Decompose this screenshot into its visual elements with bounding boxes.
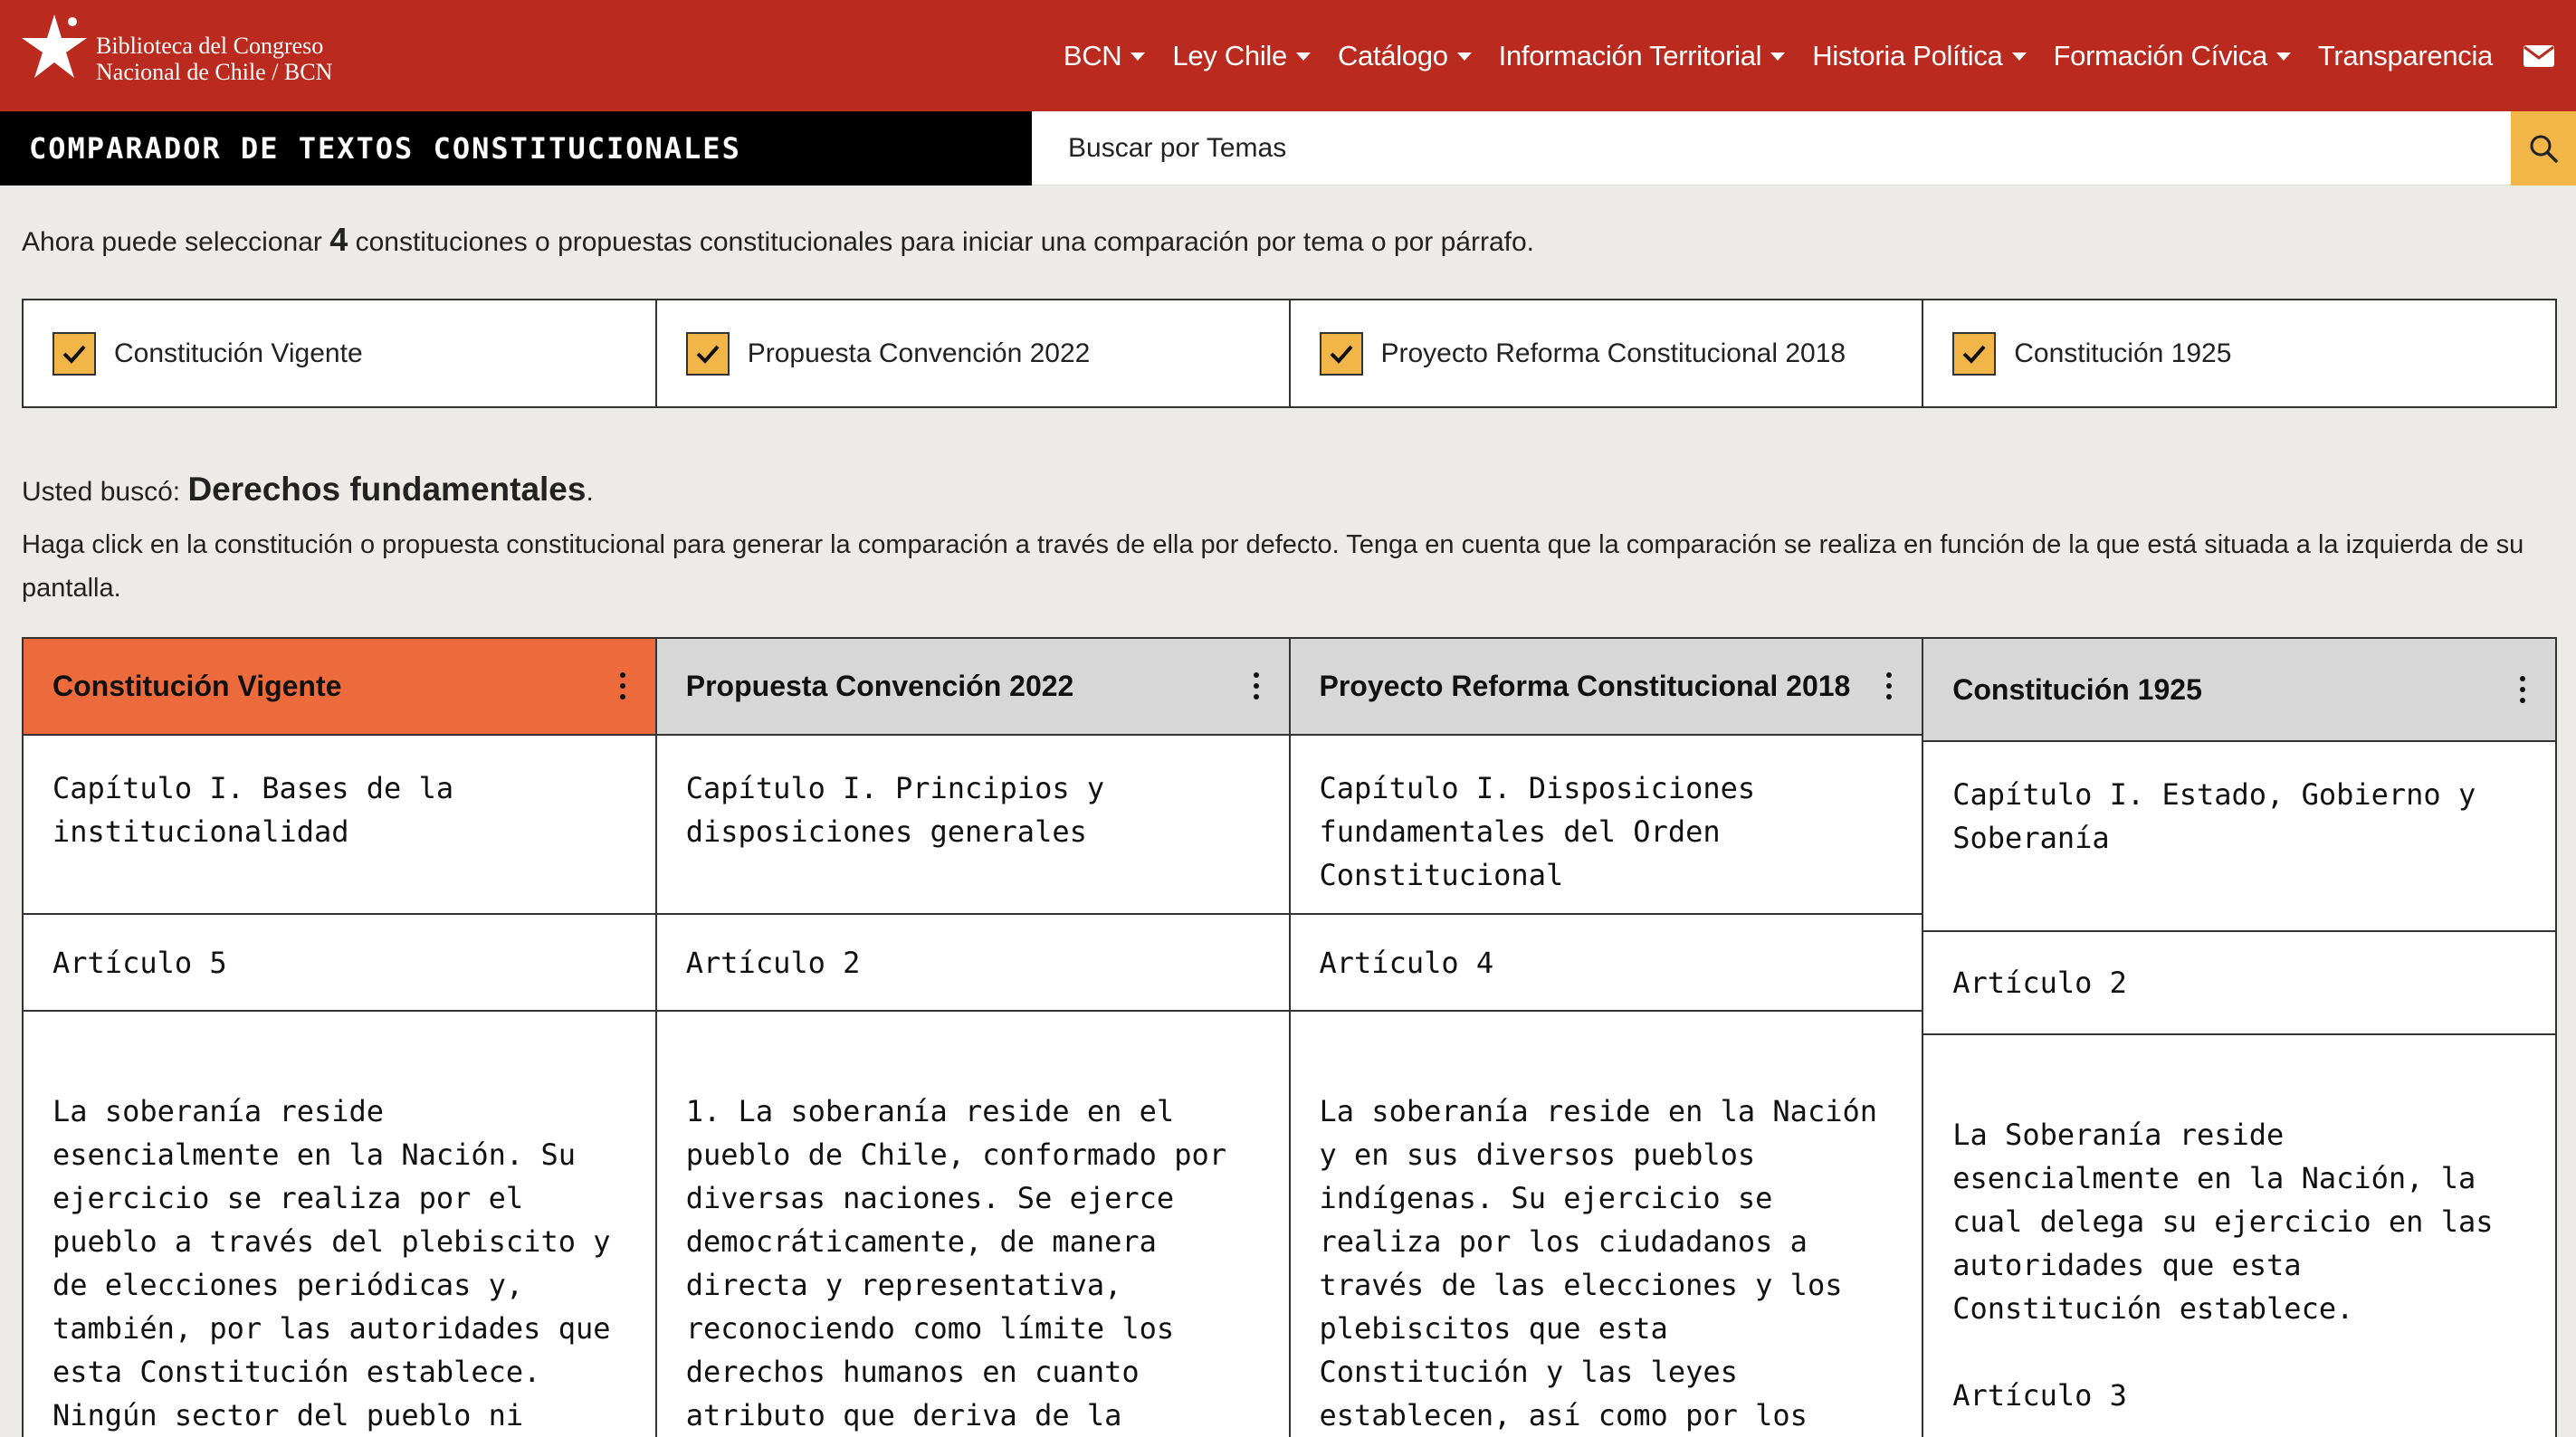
column-title: Constitución Vigente: [52, 669, 342, 702]
search-icon: [2528, 133, 2559, 164]
select-propuesta-2022[interactable]: [657, 300, 1291, 406]
checkbox-label: Constitución Vigente: [114, 338, 363, 368]
column-proyecto-2018: [1291, 639, 1924, 1437]
nav-item-transparencia[interactable]: [2318, 40, 2493, 72]
chapter-cell: Capítulo I. Estado, Gobierno y Soberanía: [1923, 742, 2555, 932]
envelope-icon[interactable]: [2524, 45, 2554, 67]
column-propuesta-2022: [657, 639, 1291, 1437]
constitution-selector: [22, 299, 2557, 408]
searched-term-value: Derechos fundamentales: [187, 471, 587, 508]
intro-text: [22, 221, 1534, 259]
article-text: La soberanía reside esencialmente en la Nación. Su ejercicio se realiza por el pueblo a través del plebiscito y de elecciones periódicas y, también, por las autoridades que esta Constitución establece. Ningún sector del pueblo ni: [52, 1094, 628, 1433]
select-constitucion-1925[interactable]: [1923, 300, 2555, 406]
checkbox-checked-icon[interactable]: [52, 332, 96, 376]
star-logo-icon: [16, 9, 92, 85]
caret-down-icon: [2276, 52, 2291, 61]
searched-term: [22, 471, 594, 509]
nav-label: Catálogo: [1337, 39, 1448, 71]
chapter-cell: Capítulo I. Bases de la institucionalidad: [24, 736, 655, 916]
nav-label: BCN: [1063, 39, 1122, 71]
searched-suffix: .: [586, 477, 594, 507]
nav-item-bcn[interactable]: [1064, 40, 1146, 72]
column-header[interactable]: [657, 639, 1289, 736]
logo-line-1: Biblioteca del Congreso: [96, 33, 324, 59]
logo-text: [96, 33, 332, 85]
checkbox-checked-icon[interactable]: [1952, 332, 1996, 376]
search-button[interactable]: [2511, 111, 2576, 186]
nav-label: Historia Política: [1812, 39, 2003, 71]
help-text: Haga click en la constitución o propuesta constitucional para generar la comparación a través de ella por defecto. Tenga en cuenta que la comparación se realiza en función de la que está situada a la izquierda de su pantalla.: [22, 530, 2524, 603]
column-title: Proyecto Reforma Constitucional 2018: [1319, 669, 1851, 702]
article-text: La Soberanía reside esencialmente en la Nación, la cual delega su ejercicio en las autoridades que esta Constitución establece. Artículo 3: [1952, 1118, 2494, 1413]
article-cell: Artículo 2: [657, 915, 1289, 1012]
select-constitucion-vigente[interactable]: [24, 300, 657, 406]
intro-after: constituciones o propuestas constitucionales para iniciar una comparación por tema o por párrafo.: [348, 227, 1534, 257]
chapter-cell: Capítulo I. Principios y disposiciones generales: [657, 736, 1289, 916]
more-options-icon[interactable]: [1885, 672, 1893, 699]
nav-menu: [1036, 0, 2576, 111]
checkbox-label: Proyecto Reforma Constitucional 2018: [1380, 338, 1846, 368]
comparison-grid: [22, 637, 2557, 1437]
article-text: La soberanía reside en la Nación y en sus diversos pueblos indígenas. Su ejercicio se realiza por los ciudadanos a través de las elecciones y los plebiscitos que esta Constitución y las leyes establecen, así como por los: [1319, 1094, 1895, 1433]
column-header[interactable]: [24, 639, 655, 736]
article-cell: Artículo 2: [1923, 932, 2555, 1035]
page-title: COMPARADOR DE TEXTOS CONSTITUCIONALES: [0, 111, 1032, 186]
nav-label: Información Territorial: [1498, 39, 1762, 71]
caret-down-icon: [1770, 52, 1785, 61]
checkbox-label: Propuesta Convención 2022: [747, 338, 1091, 368]
more-options-icon[interactable]: [2519, 676, 2526, 703]
article-cell: Artículo 4: [1291, 915, 1922, 1012]
column-title: Propuesta Convención 2022: [685, 669, 1074, 702]
column-constitucion-vigente: [24, 639, 657, 1437]
nav-item-ley-chile[interactable]: [1172, 40, 1311, 72]
column-header[interactable]: [1923, 639, 2555, 742]
selection-count: 4: [329, 221, 348, 258]
nav-item-informacion-territorial[interactable]: [1499, 40, 1786, 72]
more-options-icon[interactable]: [619, 672, 626, 699]
caret-down-icon: [2012, 52, 2027, 61]
column-constitucion-1925: [1923, 639, 2557, 1437]
nav-label: Formación Cívica: [2053, 39, 2267, 71]
searched-prefix: Usted buscó:: [22, 477, 188, 507]
select-proyecto-2018[interactable]: [1291, 300, 1924, 406]
more-options-icon[interactable]: [1253, 672, 1260, 699]
nav-item-catalogo[interactable]: [1338, 40, 1472, 72]
column-title: Constitución 1925: [1952, 672, 2202, 706]
caret-down-icon: [1131, 52, 1145, 61]
article-cell: Artículo 5: [24, 915, 655, 1012]
bcn-logo[interactable]: [16, 9, 342, 100]
top-navigation: [0, 0, 2576, 111]
search-input[interactable]: Buscar por Temas: [1032, 111, 2511, 186]
caret-down-icon: [1457, 52, 1472, 61]
nav-label: Transparencia: [2317, 39, 2493, 71]
checkbox-checked-icon[interactable]: [1320, 332, 1363, 376]
chapter-cell: Capítulo I. Disposiciones fundamentales del Orden Constitucional: [1291, 736, 1922, 916]
column-header[interactable]: [1291, 639, 1922, 736]
article-text: 1. La soberanía reside en el pueblo de Chile, conformado por diversas naciones. Se ejerce democráticamente, de manera directa y representativa, reconociendo como límite los derechos humanos en cuanto atributo que deriva de la: [685, 1094, 1245, 1433]
intro-before: Ahora puede seleccionar: [22, 227, 330, 257]
checkbox-checked-icon[interactable]: [686, 332, 730, 376]
checkbox-label: Constitución 1925: [2014, 338, 2232, 368]
logo-line-2: Nacional de Chile / BCN: [96, 59, 333, 85]
nav-item-historia-politica[interactable]: [1812, 40, 2026, 72]
nav-item-formacion-civica[interactable]: [2054, 40, 2291, 72]
nav-label: Ley Chile: [1172, 39, 1287, 71]
caret-down-icon: [1296, 52, 1311, 61]
